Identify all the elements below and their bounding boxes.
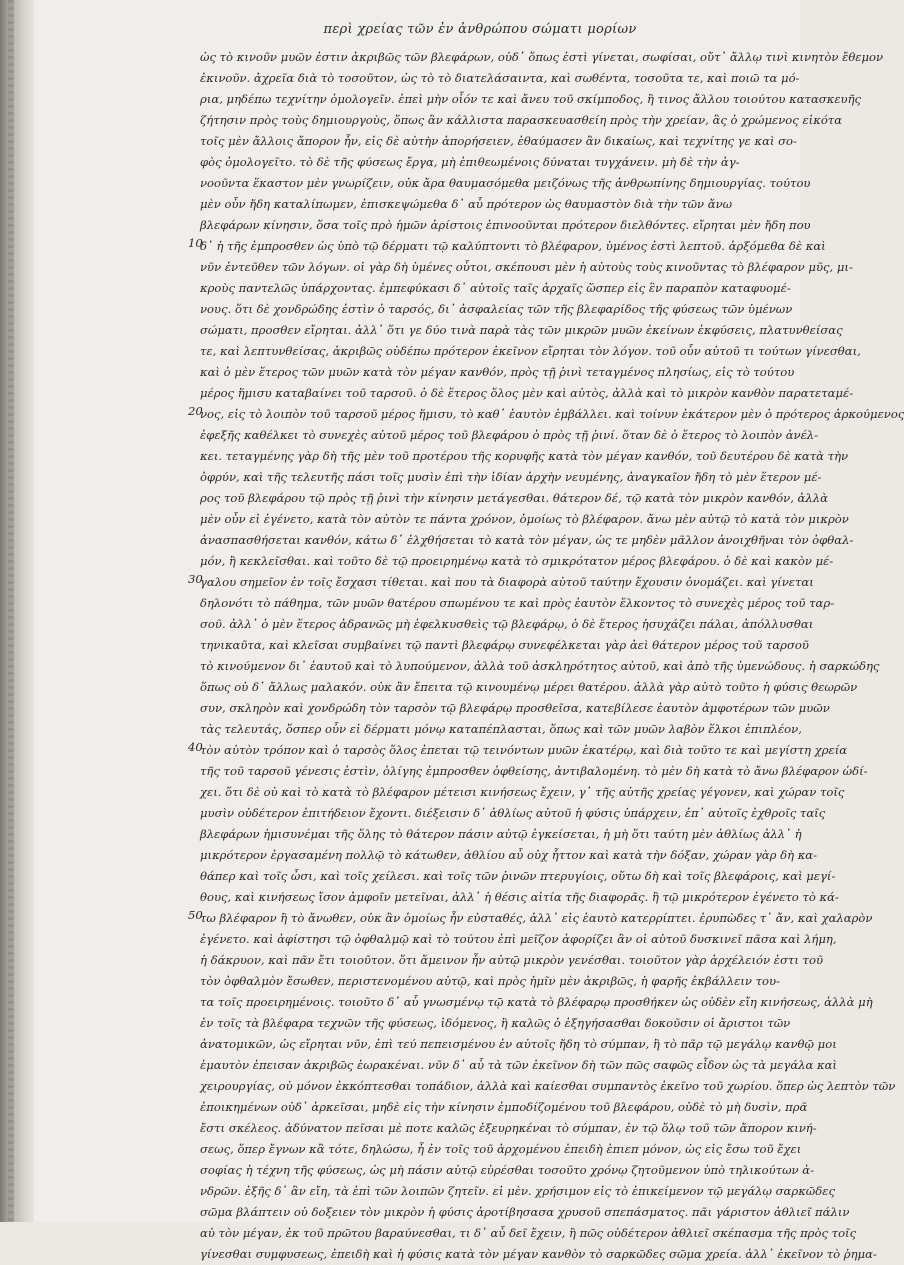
text-line: καὶ ὁ μὲν ἕτερος τῶν μυῶν κατὰ τὸν μέγαν κανθόν, πρὸς τῇ ῥινὶ τεταγμένος πλησίως, εἰς τὸ τούτου [200, 365, 795, 379]
text-line: ἀνατομικῶν, ὡς εἴρηται νῦν, ἐπὶ τεύ πεπεισμένου ἐν αὐτοῖς ἤδη τὸ σύμπαν, ἢ τὸ πᾶρ τῷ μεγάλῳ κανθῷ μοι [200, 1037, 837, 1051]
text-line: τηνικαῦτα, καὶ κλεῖσαι συμβαίνει τῷ παντὶ βλεφάρῳ συνεφέλκεται γὰρ ἀεὶ θάτερον μέρος τοῦ ταρσοῦ [200, 638, 809, 652]
text-line: ρια, μηδέπω τεχνίτην ὁμολογεῖν. ἐπεὶ μὴν οἷόν τε καὶ ἄνευ τοῦ σκίμποδος, ἢ τινος ἄλλου τοιούτου κατασκευῆς [200, 92, 862, 106]
text-line: μυσὶν οὐδέτερον ἐπιτήδειον ἔχοντι. διέξεισιν δ᾿ ἀθλίως αὐτοῦ ἡ φύσις ὑπάρχειν, ἐπ᾿ αὐτοῖς ἐχθροῖς ταῖς [200, 806, 826, 820]
text-line: τω βλέφαρον ἢ τὸ ἄνωθεν, οὐκ ἂν ὁμοίως ἦν εὐσταθές, ἀλλ᾿ εἰς ἑαυτὸ κατερρίπτει. ἐρυπὼδες τ᾿ ἄν, καὶ χαλαρὸν [200, 911, 873, 925]
running-head: περὶ χρείας τῶν ἐν ἀνθρώπου σώματι μορίων [323, 22, 637, 37]
text-line: γίνεσθαι συμφυσεως, ἐπειδὴ καὶ ἡ φύσις κατὰ τὸν μέγαν κανθὸν τὸ σαρκῶδες σῶμα χρεία. ἀλλ᾿ ἐκεῖνον τὸ ῥημα- [200, 1247, 877, 1261]
text-line: θάπερ καὶ τοῖς ὦσι, καὶ τοῖς χείλεσι. καὶ τοῖς τῶν ῥινῶν πτερυγίοις, οὕτω δὴ καὶ τοῖς βλεφάροις, καὶ μεγί- [200, 869, 836, 883]
main-text-block [200, 47, 904, 1261]
text-line: τὸ κινούμενον δι᾿ ἑαυτοῦ καὶ τὸ λυπούμενον, ἀλλὰ τοῦ ἀσκληρότητος αὐτοῦ, καὶ ἀπὸ τῆς ὑμενώδους. ἡ σαρκώδης [200, 659, 880, 673]
text-line: κει. τεταγμένης γὰρ δὴ τῆς μὲν τοῦ προτέρου τῆς κορυφῆς κατὰ τὸν μέγαν κανθόν, τοῦ δευτέρου δὲ κατὰ τὴν [200, 449, 849, 463]
margin-line-number: 30 [188, 572, 203, 586]
text-line: μὲν οὖν ἤδη καταλίπωμεν, ἐπισκεψώμεθα δ᾿ αὖ πρότερον ὡς θαυμαστὸν διὰ τὴν τῶν ἄνω [200, 197, 733, 211]
text-line: νδρῶν. ἐξῆς δ᾿ ἂν εἴη, τὰ ἐπὶ τῶν λοιπῶν ζητεῖν. εἰ μὲν. χρήσιμον εἰς τὸ ἐπικείμενον τῷ μεγάλῳ σαρκῶδες [200, 1184, 835, 1198]
text-line: ὅπως οὐ δ᾿ ἄλλως μαλακόν. οὐκ ἂν ἔπειτα τῷ κινουμένῳ μέρει θατέρου. ἀλλὰ γὰρ αὐτὸ τοῦτο ἡ φύσις θεωρῶν [200, 680, 858, 694]
margin-line-number: 50 [188, 908, 203, 922]
text-line: τὸν ὀφθαλμὸν ἔσωθεν, περιστενομένου αὐτῷ, καὶ πρὸς ἡμῖν μὲν ἀκριβῶς, ἡ φαρῆς ἐκβάλλειν του- [200, 974, 781, 988]
text-line: ὀφρύν, καὶ τῆς τελευτῆς πάσι τοῖς μυσὶν ἐπὶ τὴν ἰδίαν ἀρχὴν νευμένης, ἀναγκαῖον ἤδη τὸ μὲν ἕτερον μέ- [200, 470, 822, 484]
text-line: νους. ὅτι δὲ χονδρώδης ἐστὶν ὁ ταρσός, δι᾿ ἀσφαλείας τῶν τῆς βλεφαρίδος τῆς φύσεως τῶν ὑμένων [200, 302, 793, 316]
text-line: ἐγένετο. καὶ ἀφίστησι τῷ ὀφθαλμῷ καὶ τὸ τούτου ἐπὶ μεῖζον ἀφορίζει ἂν οἱ αὐτοῦ δυσκινεῖ πᾶσα καὶ λήμη, [200, 932, 837, 946]
text-line: σοφίας ἡ τέχνη τῆς φύσεως, ὡς μὴ πάσιν αὐτῷ εὑρέσθαι τοσοῦτο χρόνῳ ζητοῦμενον ὑπὸ τηλικούτων ἀ- [200, 1163, 815, 1177]
text-line: χει. ὅτι δὲ οὐ καὶ τὸ κατὰ τὸ βλέφαρον μέτεισι κινήσεως ἔχειν, γ᾿ τῆς αὐτῆς χρείας γέγονεν, καὶ χώραν τοῖς [200, 785, 845, 799]
margin-line-number: 40 [188, 740, 203, 754]
text-line: αὐ τὸν μέγαν, ἐκ τοῦ πρῶτου βαραύνεσθαι, τι δ᾿ αὖ δεῖ ἔχειν, ἢ πῶς οὐδέτερον ἀθλιεῖ σκέπασμα τῆς πρὸς τοῖς [200, 1226, 857, 1240]
binding-edge [8, 0, 14, 1222]
text-line: μέρος ἥμισυ καταβαίνει τοῦ ταρσοῦ. ὁ δὲ ἕτερος ὅλος μὲν καὶ αὐτὸς, ἀλλὰ καὶ τὸ μικρὸν κανθὸν παρατεταμέ- [200, 386, 854, 400]
text-line: ρος τοῦ βλεφάρου τῷ πρὸς τῇ ῥινὶ τὴν κίνησιν μετάγεσθαι. θάτερον δέ, τῷ κατὰ τὸν μικρὸν κανθόν, ἀλλὰ [200, 491, 828, 505]
text-line: ὡς τὸ κινοῦν μυῶν ἐστιν ἀκριβῶς τῶν βλεφάρων, οὐδ᾿ ὅπως ἐστὶ γίνεται, σωφίσαι, οὔτ᾿ ἄλλῳ τινὶ κινητὸν ἔθεμον [200, 50, 884, 64]
text-line: ἀνασπασθήσεται κανθόν, κάτω δ᾿ ἐλχθήσεται τὸ κατὰ τὸν μέγαν, ὡς τε μηδὲν μᾶλλον ἀνοιχθῆναι τὸν ὀφθαλ- [200, 533, 854, 547]
page-binding [0, 0, 34, 1222]
text-line: βλεφάρων ἡμισυνέμαι τῆς ὅλης τὸ θάτερον πάσιν αὐτῷ ἐγκείσεται, ἡ μὴ ὅτι ταύτη μὲν ἀθλίως ἀλλ᾿ ἡ [200, 827, 802, 841]
text-line: νῦν ἐντεῦθεν τῶν λόγων. οἱ γὰρ δὴ ὑμένες οὗτοι, σκέπουσι μὲν ἡ αὐτοὺς τοὺς κινοῦντας τὸ βλέφαρον μῦς, μι- [200, 260, 853, 274]
text-line: σῶμα βλάπτειν οὐ δοξειεν τὸν μικρὸν ἡ φύσις ἀροτίβησασα χρυσοῦ σπεπάσματος. πᾶι γάριστον ἀθλιεῖ πάλιν [200, 1205, 850, 1219]
text-line: σοῦ. ἀλλ᾿ ὁ μὲν ἕτερος ἀδρανῶς μὴ ἐφελκυσθεὶς τῷ βλεφάρῳ, ὁ δὲ ἕτερος ἡσυχάζει πάλαι, ἀπόλλυσθαι [200, 617, 814, 631]
text-line: ἐποικημένων οὐδ᾿ ἀρκεῖσαι, μηδὲ εἰς τὴν κίνησιν ἐμποδίζομένου τοῦ βλεφάρου, οὐδὲ τὸ μὴ δυσὶν, πρᾶ [200, 1100, 808, 1114]
text-line: τε, καὶ λεπτυνθείσας, ἀκριβῶς οὐδέπω πρότερον ἐκεῖνον εἴρηται τὸν λόγον. τοῦ οὖν αὐτοῦ τι τούτων γίνεσθαι, [200, 344, 861, 358]
text-line: τοῖς μὲν ἄλλοις ἄπορον ἦν, εἰς δὲ αὐτὴν ἀπορήσειεν, ἐθαύμασεν ἂν δικαίως, καὶ τεχνίτης γε καὶ σο- [200, 134, 797, 148]
text-line: τῆς τοῦ ταρσοῦ γένεσις ἐστὶν, ὀλίγης ἐμπροσθεν ὀφθείσης, ἀντιβαλομένη. τὸ μὲν δὴ κατὰ τὸ ἄνω βλέφαρον ὡδί- [200, 764, 868, 778]
text-line: γαλου σημεῖον ἐν τοῖς ἔσχασι τίθεται. καὶ που τὰ διαφορὰ αὐτοῦ ταύτην ἔχουσιν ὀνομάζει. καὶ γίνεται [200, 575, 814, 589]
text-line: τὸν αὐτὸν τρόπον καὶ ὁ ταρσὸς ὅλος ἐπεται τῷ τεινόντων μυῶν ἑκατέρῳ, καὶ διὰ τοῦτο τε καὶ μεγίστη χρεία [200, 743, 848, 757]
text-line: ἐν τοῖς τὰ βλέφαρα τεχνῶν τῆς φύσεως, ἰδόμενος, ἢ καλῶς ὁ ἐξηγήσασθαι δοκοῦσιν οἱ ἄριστοι τῶν [200, 1016, 791, 1030]
text-line: σεως, ὅπερ ἔγνων κἂ τότε, δηλώσω, ἦ ἐν τοῖς τοῦ ἀρχομένου ἐπειδὴ ἐπιεπ μόνον, ὡς εἰς ἔσω τοῦ ἔχει [200, 1142, 802, 1156]
text-line: χειρουργίας, οὐ μόνον ἐκκόπτεσθαι τοπάδιον, ἀλλὰ καὶ καίεσθαι συμπαντὸς ἐκεῖνο τοῦ χωρίου. ὅπερ ὡς λεπτὸν τῶν [200, 1079, 896, 1093]
text-line: μόν, ἢ κεκλεῖσθαι. καὶ τοῦτο δὲ τῷ προειρημένῳ κατὰ τὸ σμικρότατον μέρος βλεφάρου. ὁ δὲ καὶ κακὸν μέ- [200, 554, 834, 568]
text-line: συν, σκληρὸν καὶ χονδρώδη τὸν ταρσὸν τῷ βλεφάρῳ προσθεῖσα, κατεβίλεσε ἑαυτὸν ἀμφοτέρων τῶν μυῶν [200, 701, 830, 715]
text-line: μικρότερον ἐργασαμένη πολλῷ τὸ κάτωθεν, ἀθλίου αὖ οὐχ ἧττον καὶ κατὰ τὴν δόξαν, χώραν γὰρ δὴ κα- [200, 848, 818, 862]
text-line: σώματι, προσθεν εἴρηται. ἀλλ᾿ ὅτι γε δύο τινὰ παρὰ τὰς τῶν μικρῶν μυῶν ἐκείνων ἐκφύσεις, πλατυνθείσας [200, 323, 843, 337]
text-line: μὲν οὖν εἰ ἐγένετο, κατὰ τὸν αὐτὸν τε πάντα χρόνον, ὁμοίως τὸ βλέφαρον. ἄνω μὲν αὐτῷ τὸ κατὰ τὸν μικρὸν [200, 512, 849, 526]
margin-line-number: 10 [188, 236, 203, 250]
text-line: θους, καὶ κινήσεως ἴσον ἀμφοῖν μετεῖναι, ἀλλ᾿ ἡ θέσις αἰτία τῆς διαφορᾶς. ἢ τῷ μικρότερον ἐγένετο τὸ κά- [200, 890, 839, 904]
text-line: ἐφεξῆς καθέλκει τὸ συνεχὲς αὐτοῦ μέρος τοῦ βλεφάρου ὁ πρὸς τῇ ῥινί. ὅταν δὲ ὁ ἕτερος τὸ λοιπὸν ἀνέλ- [200, 428, 819, 442]
text-line: ἐκινοῦν. ἀχρεῖα διὰ τὸ τοσοῦτον, ὡς τὸ τὸ διατελάσαιντα, καὶ σωθέντα, τοσοῦτα τε, καὶ ποιῶ τα μό- [200, 71, 800, 85]
text-line: δηλονότι τὸ πάθημα, τῶν μυῶν θατέρου σπωμένου τε καὶ πρὸς ἑαυτὸν ἕλκοντος τὸ συνεχὲς μέρος τοῦ ταρ- [200, 596, 835, 610]
text-line: ἑμαυτὸν ἐπεισαν ἀκριβῶς ἑωρακέναι. νῦν δ᾿ αὖ τὰ τῶν ἐκεῖνον δὴ τῶν πῶς σαφῶς εἶδον ὡς τὰ μεγάλα καὶ [200, 1058, 837, 1072]
text-line: δ᾿ ἡ τῆς ἐμπροσθεν ὡς ὑπὸ τῷ δέρματι τῷ καλύπτοντι τὸ βλέφαρον, ὑμένος ἐστὶ λεπτοῦ. ἀρξόμεθα δὲ καὶ [200, 239, 826, 253]
text-line: φὸς ὁμολογεῖτο. τὸ δὲ τῆς φύσεως ἔργα, μὴ ἐπιθεωμένοις δύναται τυγχάνειν. μὴ δὲ τὴν ἀγ- [200, 155, 740, 169]
text-line: βλεφάρων κίνησιν, ὅσα τοῖς πρὸ ἡμῶν ἀρίστοις ἐπινοοῦνται πρότερον διελθόντες. εἴρηται μὲν ἤδη που [200, 218, 811, 232]
text-line: ἔστι σκέλεος. ἀδύνατον πεῖσαι μὲ ποτε καλῶς ἐξευρηκέναι τὸ σύμπαν, ἐν τῷ ὅλῳ τοῦ τῶν ἄπορον κινή- [200, 1121, 817, 1135]
text-line: τα τοῖς προειρημένοις. τοιοῦτο δ᾿ αὖ γνωσμένῳ τῷ κατὰ τὸ βλέφαρῳ προσθήκεν ὡς οὐδὲν εἴη κινήσεως, ἀλλὰ μὴ [200, 995, 873, 1009]
margin-line-number: 20 [188, 404, 203, 418]
text-line: ἡ δάκρυον, καὶ πᾶν ἔτι τοιοῦτον. ὅτι ἄμεινον ἦν αὐτῷ μικρὸν γενέσθαι. τοιοῦτον γὰρ ἀρχέλειόν ἐστι τοῦ [200, 953, 823, 967]
text-line: κροὺς παντελῶς ὑπάρχοντας. ἐμπεφύκασι δ᾿ αὐτοῖς ταῖς ἀρχαῖς ὥσπερ εἰς ἓν παραπὸν καταφυομέ- [200, 281, 791, 295]
text-line: τὰς τελευτάς, ὅσπερ οὖν εἰ δέρματι μόνῳ καταπέπλασται, ὅπως καὶ τῶν μυῶν λαβὸν ἕλκοι ἐπιπλέον, [200, 722, 802, 736]
text-line: νος, εἰς τὸ λοιπὸν τοῦ ταρσοῦ μέρος ἥμισυ, τὸ καθ᾿ ἑαυτὸν ἐμβάλλει. καὶ τοίνυν ἑκάτερον μὲν ὁ πρότερος ἀρκούμενος [200, 407, 904, 421]
text-line: νοοῦντα ἕκαστον μὲν γνωρίζειν, οὐκ ἄρα θαυμασόμεθα μειζόνως τῆς ἀνθρωπίνης δημιουργίας. τούτου [200, 176, 811, 190]
text-line: ζήτησιν πρὸς τοὺς δημιουργοὺς, ὅπως ἂν κάλλιστα παρασκευασθείη πρὸς τὴν χρείαν, ἃς ὁ χρώμενος εἰκότα [200, 113, 843, 127]
